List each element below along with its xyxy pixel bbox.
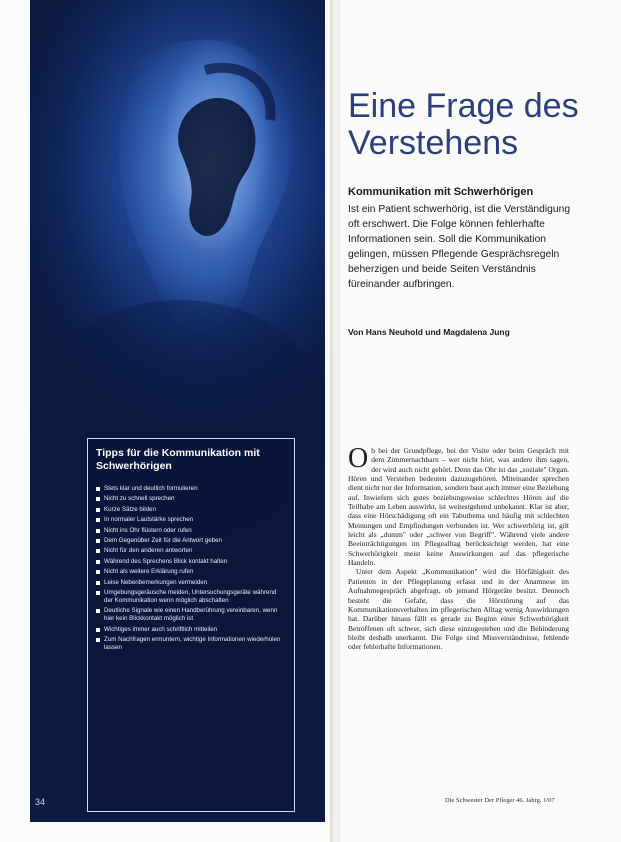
tip-item: Nicht zu schnell sprechen [96, 495, 286, 503]
tip-item: Nicht für den anderen antworten [96, 547, 286, 555]
tip-item: Während des Sprechens Blick kontakt halten [96, 558, 286, 566]
authors: Von Hans Neuhold und Magdalena Jung [348, 327, 510, 337]
paragraph: b bei der Grundpflege, bei der Visite oder beim Gespräch mit dem Zimmernachbarn – wer nicht hört, was andere ihm sagen, der wird auch nicht gehört. Denn das Ohr ist das „soziale" Organ. Hören und Verstehen bedeuten dazuzugehören. Miteinander sprechen dient nicht nur der Information, sondern baut auch immer eine Beziehung auf. Inwiefern sich gutes beziehungsweise schlechtes Hören auf die Teilhabe am Leben auswirkt, ist weitestgehend unbekannt. Klar ist aber, dass eine Hörschädigung oft ein Tabuthema und häufig mit schlechten Meinungen und Empfindungen verbunden ist. Wer schwerhörig ist, gilt leicht als „dumm" oder „schwer von Begriff". Während viele andere Beeinträchtigungen im Pflegealltag berücksichtigt werden, hat eine Schwerhörigkeit meist keine Auswirkungen auf das pflegerische Handeln. [348, 446, 569, 568]
tips-title: Tipps für die Kommunikation mit Schwerhörigen [96, 447, 260, 472]
tips-list [88, 485, 294, 652]
tip-item: Umgebungsgeräusche meiden, Untersuchungsgeräte während der Kommunikation wenn möglich abschalten [96, 589, 286, 605]
tips-box [87, 438, 295, 812]
tip-item: Nicht als weitere Erklärung rufen [96, 568, 286, 576]
tip-item: Nicht ins Ohr flüstern oder rufen [96, 527, 286, 535]
page-number: 34 [35, 797, 46, 807]
tip-item: Dem Gegenüber Zeit für die Antwort geben [96, 537, 286, 545]
lead-title: Kommunikation mit Schwerhörigen [348, 186, 534, 198]
tip-item: Zum Nachfragen ermuntern, wichtige Informationen wiederholen lassen [96, 636, 286, 652]
lead-text: Ist ein Patient schwerhörig, ist die Verständigung oft erschwert. Die Folge können fehlerhafte Informationen sein. Soll die Kommunikation gelingen, müssen Pflegende Gesprächsregeln beherzigen und beide Seiten Verständnis füreinander aufbringen. [348, 204, 571, 290]
ear-photo [30, 0, 325, 822]
tip-item: Stets klar und deutlich formulieren [96, 485, 286, 493]
tip-item: Kurze Sätze bilden [96, 506, 286, 514]
tip-item: In normaler Lautstärke sprechen [96, 516, 286, 524]
tip-item: Deutliche Signale wie einen Handberührung vereinbaren, wenn hier kein Blickkontakt möglich ist [96, 607, 286, 623]
paragraph: Unter dem Aspekt „Kommunikation" wird die Hörfähigkeit des Patienten in der Pflegeplanung erfasst und in der Anamnese im Aufnahmegespräch abgefragt, ob jemand Hörgeräte besitzt. Dennoch besteht die Gefahr, dass die Hörstörung auf das Kommunikationsverhalten im pflegerischen Alltag wenig Auswirkungen hat. Darüber hinaus fällt es gerade zu Beginn einer Schwerhörigkeit Betroffenen oft schwer, sich diese einzugestehen und die Behinderung bleibt deshalb unerkannt. Die Folge sind Missverständnisse, fehlende oder fehlerhafte Informationen. [348, 567, 569, 652]
tip-item: Leise Nebenbemerkungen vermeiden [96, 579, 286, 587]
drop-cap: O [348, 443, 369, 474]
article-body [348, 443, 569, 652]
book-gutter [330, 0, 340, 842]
article-title: Eine Frage des Verstehens [348, 87, 579, 162]
tip-item: Wichtiges immer auch schriftlich mitteilen [96, 626, 286, 634]
footer: Die Schwester Der Pfleger 46. Jahrg. 1/07 [445, 797, 555, 804]
